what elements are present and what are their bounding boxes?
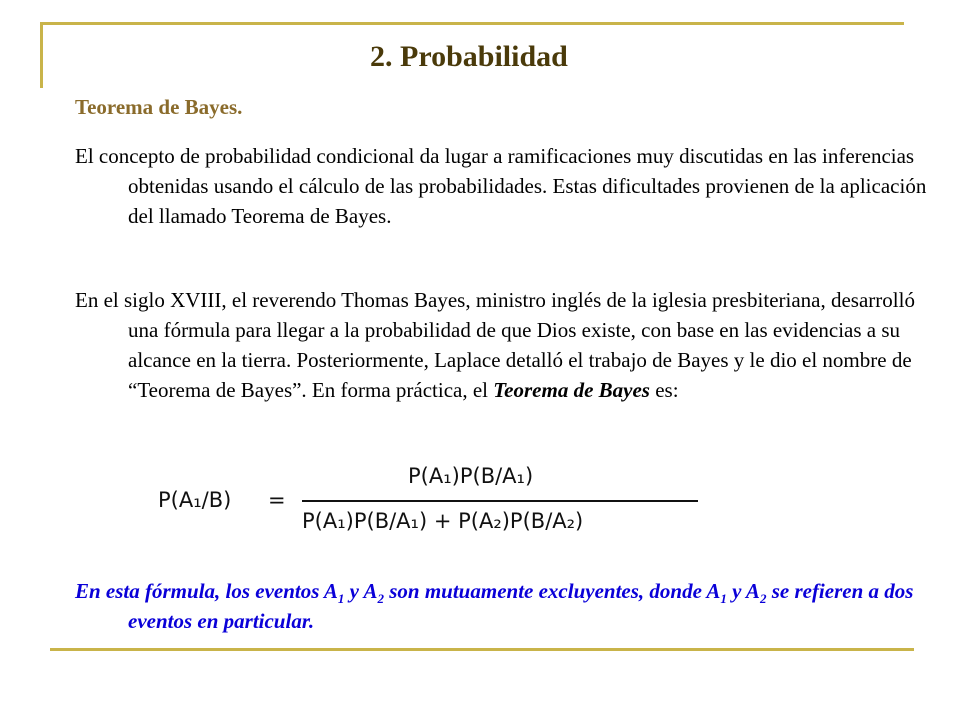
section-subtitle: Teorema de Bayes. xyxy=(75,95,243,119)
note-part5: se refieren a dos eventos en particular. xyxy=(128,579,914,633)
formula-denominator: P(A₁)P(B/A₁) + P(A₂)P(B/A₂) xyxy=(302,509,584,533)
note-sub4: 2 xyxy=(759,591,767,607)
note-part1: En esta fórmula, los eventos A xyxy=(75,579,338,603)
note-sub3: 1 xyxy=(720,591,727,607)
fraction-bar xyxy=(302,500,698,502)
formula-lhs: P(A₁/B) xyxy=(158,488,232,512)
paragraph-emphasis: Teorema de Bayes xyxy=(493,378,650,402)
formula-note xyxy=(75,576,960,636)
note-part3: son mutuamente excluyentes, donde A xyxy=(383,579,721,603)
paragraph-end: es: xyxy=(649,378,679,402)
note-sub2: 2 xyxy=(377,591,384,607)
formula-numerator: P(A₁)P(B/A₁) xyxy=(408,464,534,488)
bottom-rule xyxy=(50,648,914,651)
left-rule xyxy=(40,22,43,88)
note-sub1: 1 xyxy=(337,591,345,607)
paragraph-bayes-history xyxy=(75,285,948,405)
top-rule xyxy=(40,22,904,25)
bayes-formula xyxy=(150,462,710,542)
note-part4: y A xyxy=(726,579,760,603)
page-title: 2. Probabilidad xyxy=(370,40,568,73)
paragraph-conditional-probability: El concepto de probabilidad condicional da lugar a ramificaciones muy discutidas en las inferencias obtenidas usando el cálculo de las probabilidades. Estas dificultades provienen de la aplicación del llamado Teorema de Bayes. xyxy=(75,144,927,228)
paragraph-history-text: En el siglo XVIII, el reverendo Thomas Bayes, ministro inglés de la iglesia presbiteriana, desarrolló una fórmula para llegar a la probabilidad de que Dios existe, con base en las evidencias a su alcance en la tierra. Posteriormente, Laplace detalló el trabajo de Bayes y le dio el nombre de “Teorema de Bayes”. En forma práctica, el xyxy=(75,288,915,402)
formula-equals: = xyxy=(268,488,286,512)
note-part2: y A xyxy=(344,579,378,603)
